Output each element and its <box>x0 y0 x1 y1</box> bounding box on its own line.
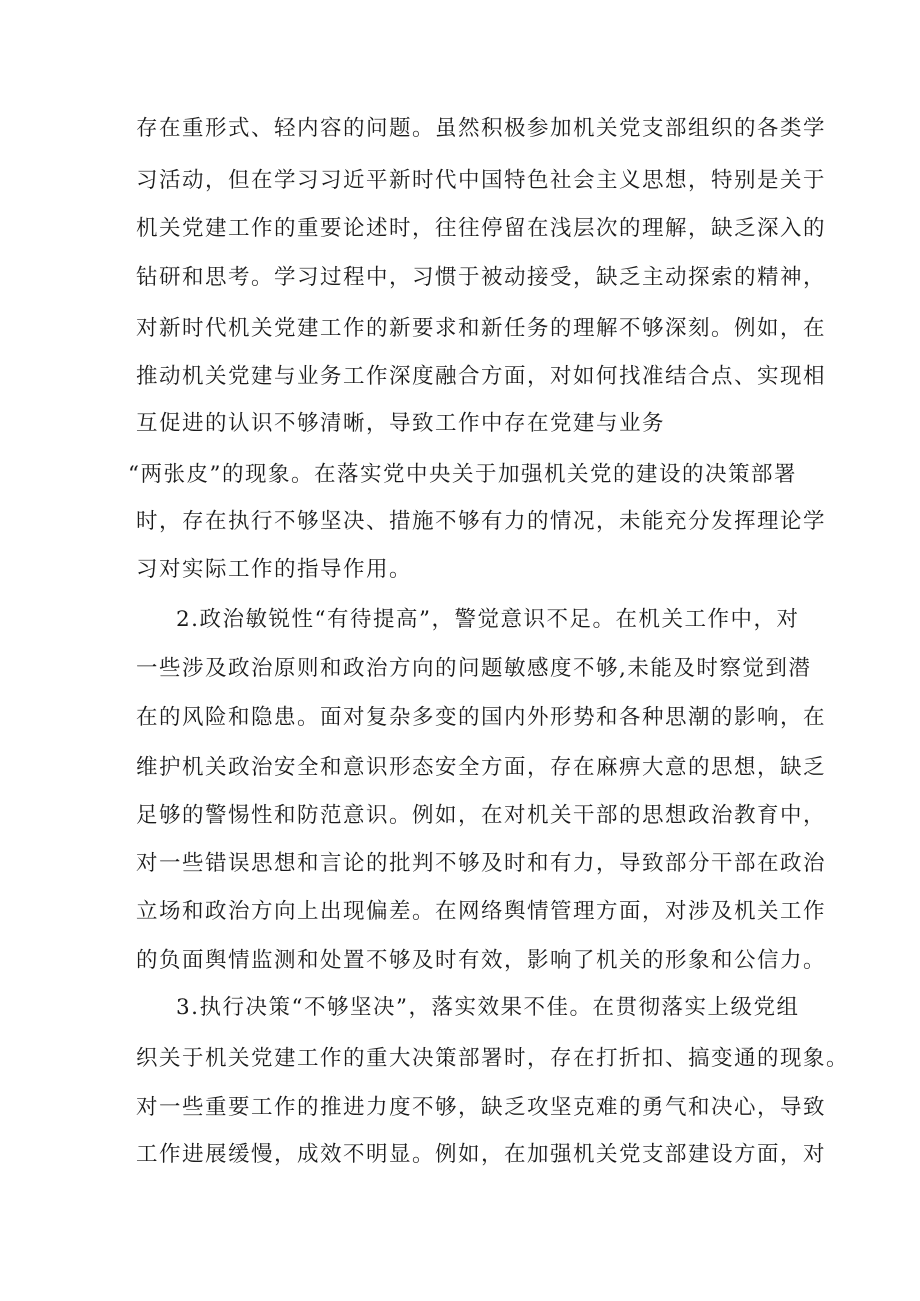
text-line: 织关于机关党建工作的重大决策部署时，存在打折扣、搞变通的现象。 <box>136 1046 850 1071</box>
text-line: 时，存在执行不够坚决、措施不够有力的情况，未能充分发挥理论学 <box>136 509 827 534</box>
text-line: 对一些错误思想和言论的批判不够及时和有力，导致部分干部在政治 <box>136 851 827 876</box>
text-line: 习对实际工作的指导作用。 <box>136 557 413 582</box>
text-line: 钻研和思考。学习过程中，习惯于被动接受，缺乏主动探索的精神， <box>136 265 827 290</box>
text-line: “两张皮”的现象。在落实党中央关于加强机关党的建设的决策部署 <box>128 462 797 487</box>
paragraph-heading-2: 2.政治敏锐性“有待提高”，警觉意识不足。在机关工作中，对 <box>176 607 800 632</box>
text-line: 一些涉及政治原则和政治方向的问题敏感度不够,未能及时察觉到潜 <box>136 656 812 681</box>
text-line: 在的风险和隐患。面对复杂多变的国内外形势和各种思潮的影响，在 <box>136 705 827 730</box>
text-line: 互促进的认识不够清晰，导致工作中存在党建与业务 <box>136 411 666 436</box>
text-line: 机关党建工作的重要论述时，往往停留在浅层次的理解，缺乏深入的 <box>136 216 827 241</box>
text-line: 存在重形式、轻内容的问题。虽然积极参加机关党支部组织的各类学 <box>136 116 827 141</box>
text-line: 的负面舆情监测和处置不够及时有效，影响了机关的形象和公信力。 <box>136 948 827 973</box>
text-line: 对一些重要工作的推进力度不够，缺乏攻坚克难的勇气和决心，导致 <box>136 1095 827 1120</box>
text-line: 维护机关政治安全和意识形态安全方面，存在麻痹大意的思想，缺乏 <box>136 755 827 780</box>
text-line: 足够的警惕性和防范意识。例如，在对机关干部的思想政治教育中， <box>136 803 827 828</box>
text-line: 对新时代机关党建工作的新要求和新任务的理解不够深刻。例如，在 <box>136 316 827 341</box>
text-line: 工作进展缓慢，成效不明显。例如，在加强机关党支部建设方面，对 <box>136 1142 827 1167</box>
text-line: 习活动，但在学习习近平新时代中国特色社会主义思想，特别是关于 <box>136 168 827 193</box>
text-line: 推动机关党建与业务工作深度融合方面，对如何找准结合点、实现相 <box>136 364 827 389</box>
text-line: 立场和政治方向上出现偏差。在网络舆情管理方面，对涉及机关工作 <box>136 899 827 924</box>
paragraph-heading-3: 3.执行决策“不够坚决”，落实效果不佳。在贯彻落实上级党组 <box>176 995 800 1020</box>
